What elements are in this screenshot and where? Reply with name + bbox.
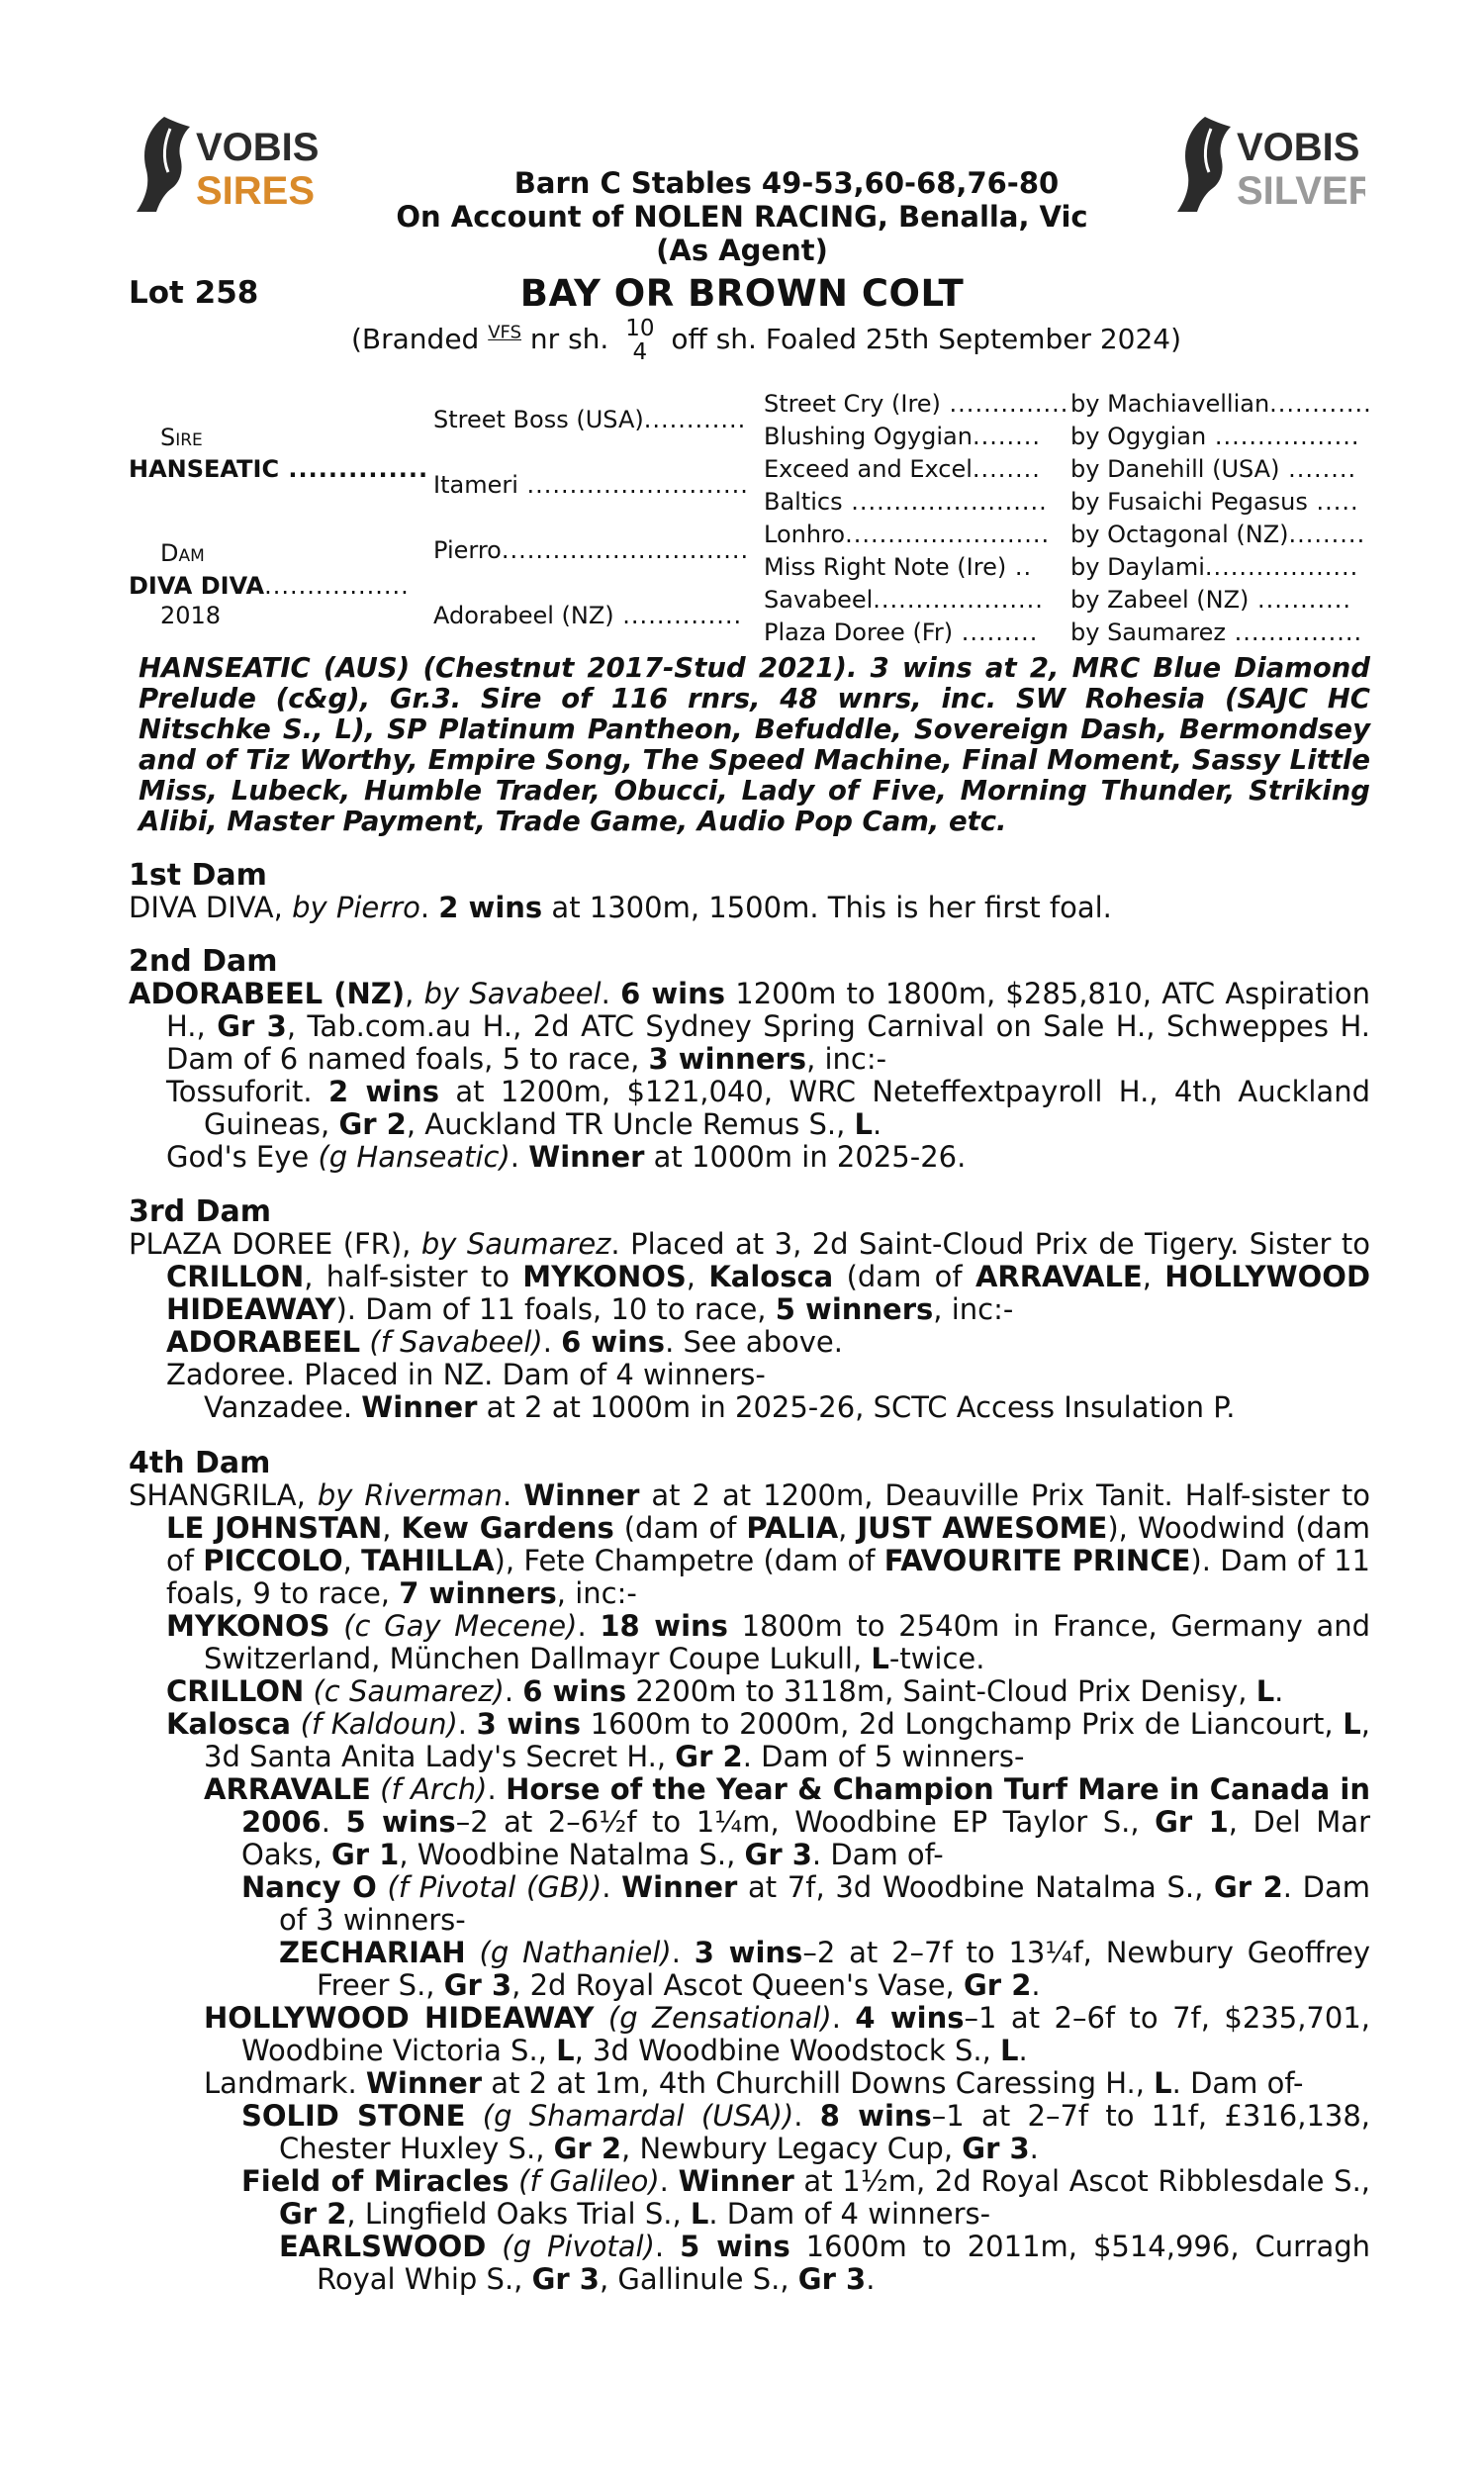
lot-number: Lot 258 — [129, 275, 259, 311]
svg-text:VOBIS: VOBIS — [196, 126, 320, 169]
progeny-entry: Tossuforit. 2 wins at 1200m, $121,040, WRC Neteffextpayroll H., 4th Auckland Guineas, Gr 2, Auckland TR Uncle Remus S., L. — [166, 1075, 1370, 1141]
gen3-item: Lonhro........................ — [764, 521, 1051, 548]
progeny-entry: Zadoree. Placed in NZ. Dam of 4 winners- — [166, 1358, 766, 1391]
section-heading: 4th Dam — [129, 1446, 271, 1480]
second-dam-section — [129, 945, 1370, 1174]
dam-label: Dam — [160, 539, 205, 567]
progeny-entry: MYKONOS (c Gay Mecene). 18 wins 1800m to 2540m in France, Germany and Switzerland, München Dallmayr Coupe Lukull, L-twice. — [166, 1609, 1370, 1675]
progeny-entry: ARRAVALE (f Arch). Horse of the Year & Champion Turf Mare in Canada in 2006. 5 wins–2 at 2–6½f to 1¼m, Woodbine EP Taylor S., Gr 1, Del Mar Oaks, Gr 1, Woodbine Natalma S., Gr 3. Dam of- — [204, 1772, 1370, 1871]
gen3-item: Savabeel.................... — [764, 586, 1044, 614]
gen3-item: Plaza Doree (Fr) ......... — [764, 618, 1039, 646]
gen3-item: Exceed and Excel........ — [764, 455, 1041, 483]
progeny-entry: ADORABEEL (f Savabeel). 6 wins. See above. — [166, 1325, 843, 1359]
gen2-item: Street Boss (USA)............ — [433, 406, 747, 433]
dam-entry: DIVA DIVA, by Pierro. 2 wins at 1300m, 1500m. This is her first foal. — [129, 891, 1112, 924]
gen3-by: by Zabeel (NZ) ........... — [1070, 586, 1351, 614]
gen2-item: Pierro............................. — [433, 536, 750, 564]
fourth-dam-section — [129, 1447, 1370, 2296]
sire-name: HANSEATIC .............. — [129, 455, 429, 483]
gen3-by: by Octagonal (NZ)......... — [1070, 521, 1366, 548]
vendor-line: On Account of NOLEN RACING, Benalla, Vic — [396, 200, 1088, 234]
dam-name: DIVA DIVA................. — [129, 572, 410, 600]
gen3-by: by Danehill (USA) ........ — [1070, 455, 1357, 483]
gen3-item: Baltics ....................... — [764, 488, 1048, 516]
svg-text:VOBIS: VOBIS — [1237, 126, 1360, 169]
gen3-item: Blushing Ogygian........ — [764, 423, 1041, 450]
gen3-item: Miss Right Note (Ire) .. — [764, 553, 1033, 581]
sire-summary: HANSEATIC (AUS) (Chestnut 2017-Stud 2021). 3 wins at 2, MRC Blue Diamond Prelude (c&g), Gr.3. Sire of 116 rnrs, 48 wnrs, inc. SW Rohesia (SAJC HC Nitschke S., L), SP Platinum Pantheon, Befuddle, Sovereign Dash, Bermondsey and of Tiz Worthy, Empire Song, The Speed Machine, Final Moment, Sassy Little Miss, Lubeck, Humble Trader, Obucci, Lady of Five, Morning Thunder, Striking Alibi, Master Payment, Trade Game, Audio Pop Cam, etc. — [139, 652, 1370, 837]
barn-line: Barn C Stables 49-53,60-68,76-80 — [513, 166, 1060, 200]
gen3-by: by Fusaichi Pegasus ..... — [1070, 488, 1359, 516]
grand-progeny-entry: Vanzadee. Winner at 2 at 1000m in 2025-26, SCTC Access Insulation P. — [204, 1390, 1236, 1424]
progeny-entry: Landmark. Winner at 2 at 1m, 4th Churchill Downs Caressing H., L. Dam of- — [204, 2066, 1304, 2100]
progeny-entry: God's Eye (g Hanseatic). Winner at 1000m in 2025-26. — [166, 1140, 967, 1174]
progeny-entry: CRILLON (c Saumarez). 6 wins 2200m to 3118m, Saint-Cloud Prix Denisy, L. — [166, 1674, 1284, 1708]
gen3-by: by Machiavellian............ — [1070, 390, 1372, 418]
sire-label: Sire — [160, 424, 203, 451]
svg-text:SILVER: SILVER — [1237, 169, 1365, 213]
svg-text:SIRES: SIRES — [196, 169, 316, 213]
progeny-entry: Nancy O (f Pivotal (GB)). Winner at 7f, 3d Woodbine Natalma S., Gr 2. Dam of 3 winners- — [241, 1870, 1371, 1937]
agent-line: (As Agent) — [656, 234, 828, 267]
brand-fraction: 10 4 — [625, 316, 655, 365]
progeny-entry: Field of Miracles (f Galileo). Winner at 1½m, 2d Royal Ascot Ribblesdale S., Gr 2, Lingfield Oaks Trial S., L. Dam of 4 winners- — [241, 2164, 1371, 2231]
dam-year: 2018 — [160, 602, 222, 629]
gen3-by: by Ogygian ................. — [1070, 423, 1360, 450]
section-heading: 2nd Dam — [129, 944, 278, 979]
progeny-entry: EARLSWOOD (g Pivotal). 5 wins 1600m to 2011m, $514,996, Curragh Royal Whip S., Gr 3, Gallinule S., Gr 3. — [279, 2230, 1371, 2296]
brand-mark: VFS — [488, 322, 522, 343]
dam-entry: SHANGRILA, by Riverman. Winner at 2 at 1200m, Deauville Prix Tanit. Half-sister to LE JOHNSTAN, Kew Gardens (dam of PALIA, JUST AWESOME), Woodwind (dam of PICCOLO, TAHILLA), Fete Champetre (dam of FAVOURITE PRINCE). Dam of 11 foals, 9 to race, 7 winners, inc:- — [129, 1478, 1371, 1610]
section-heading: 3rd Dam — [129, 1194, 271, 1229]
dam-entry: PLAZA DOREE (FR), by Saumarez. Placed at 3, 2d Saint-Cloud Prix de Tigery. Sister to CRILLON, half-sister to MYKONOS, Kalosca (dam of ARRAVALE, HOLLYWOOD HIDEAWAY). Dam of 11 foals, 10 to race, 5 winners, inc:- — [129, 1227, 1371, 1326]
gen3-by: by Saumarez ............... — [1070, 618, 1363, 646]
gen3-by: by Daylami.................. — [1070, 553, 1359, 581]
gen2-item: Adorabeel (NZ) .............. — [433, 602, 743, 629]
third-dam-section — [129, 1195, 1370, 1424]
gen2-item: Itameri .......................... — [433, 471, 749, 499]
section-heading: 1st Dam — [129, 858, 267, 893]
dam-entry: ADORABEEL (NZ), by Savabeel. 6 wins 1200m to 1800m, $285,810, ATC Aspiration H., Gr 3, Tab.com.au H., 2d ATC Sydney Spring Carnival on Sale H., Schweppes H. Dam of 6 named foals, 5 to race, 3 winners, inc:- — [129, 977, 1370, 1076]
progeny-entry: HOLLYWOOD HIDEAWAY (g Zensational). 4 wins–1 at 2–6f to 7f, $235,701, Woodbine Victoria S., L, 3d Woodbine Woodstock S., L. — [204, 2001, 1371, 2067]
gen3-item: Street Cry (Ire) .............. — [764, 390, 1069, 418]
first-dam-section — [129, 859, 1370, 924]
progeny-entry: SOLID STONE (g Shamardal (USA)). 8 wins–1 at 2–7f to 11f, £316,138, Chester Huxley S., Gr 2, Newbury Legacy Cup, Gr 3. — [241, 2099, 1371, 2165]
progeny-entry: Kalosca (f Kaldoun). 3 wins 1600m to 2000m, 2d Longchamp Prix de Liancourt, L, 3d Santa Anita Lady's Secret H., Gr 2. Dam of 5 winners- — [166, 1707, 1370, 1773]
progeny-entry: ZECHARIAH (g Nathaniel). 3 wins–2 at 2–7f to 13¼f, Newbury Geoffrey Freer S., Gr 3, 2d Royal Ascot Queen's Vase, Gr 2. — [279, 1936, 1371, 2002]
lot-title: BAY OR BROWN COLT — [519, 272, 965, 315]
brand-line: (Branded $^{VFS}$ nr sh. 10 4 off sh. Foaled 25th September 2024) — [351, 316, 1182, 365]
